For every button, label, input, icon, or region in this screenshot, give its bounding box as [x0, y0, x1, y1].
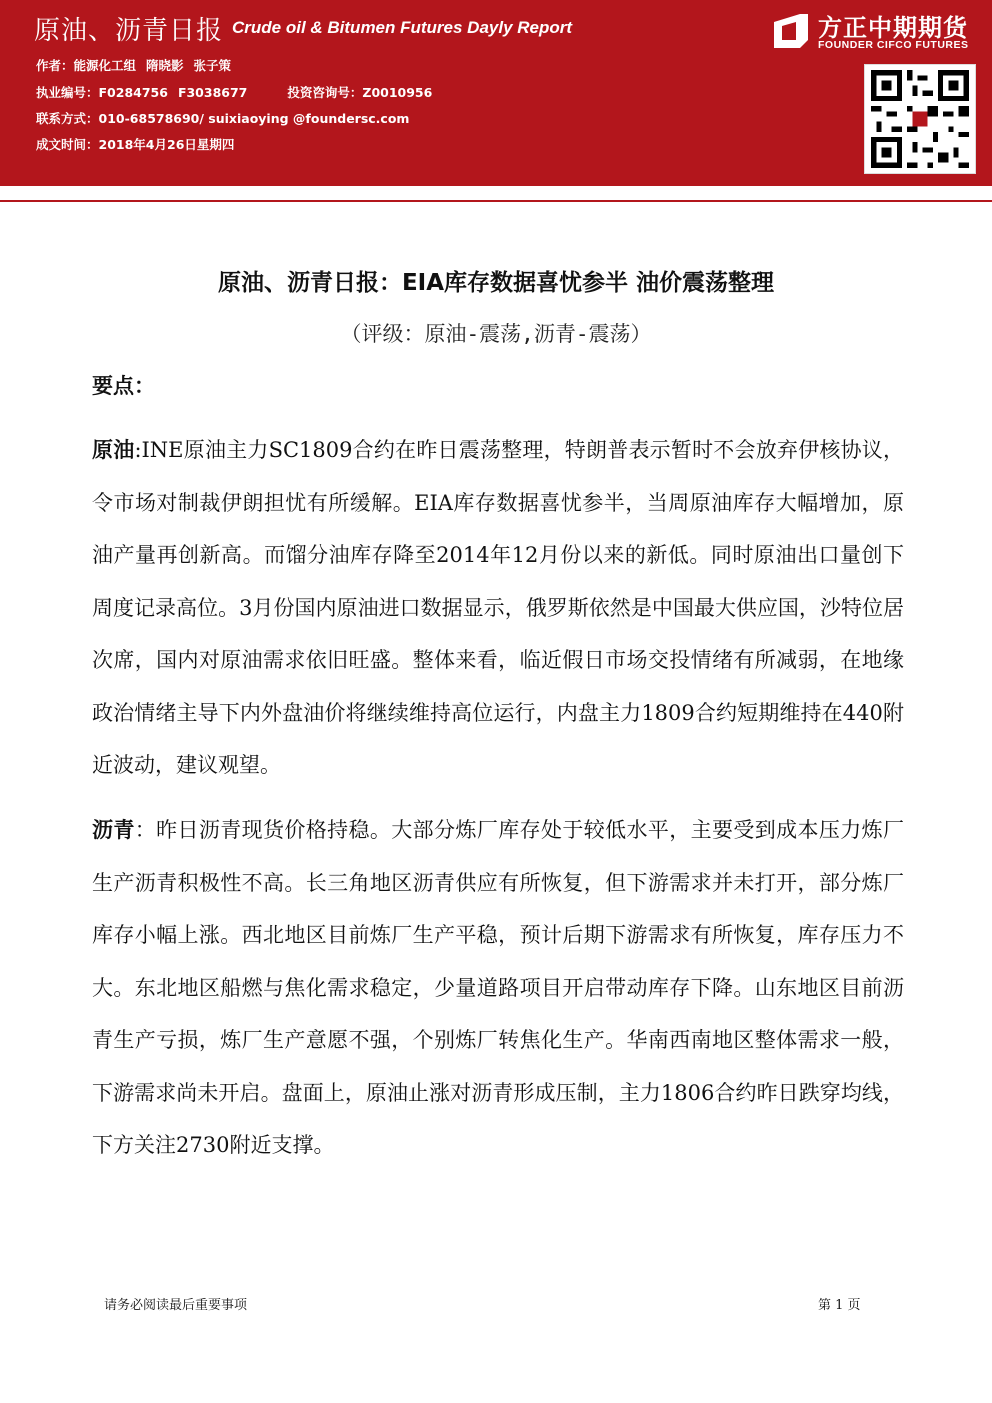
founder-logo-icon — [772, 12, 810, 50]
crude-lead: 原油 — [92, 438, 135, 462]
contact-line — [36, 109, 409, 127]
bitumen-lead: 沥青 — [92, 818, 135, 842]
logo-name-cn: 方正中期期货 — [818, 14, 968, 42]
crude-text: :INE原油主力SC1809合约在昨日震荡整理，特朗普表示暂时不会放弃伊核协议，令市场对制裁伊朗担忧有所缓解。EIA库存数据喜忧参半，当周原油库存大幅增加，原油产量再创新高。而馏分油库存降至2014年12月份以来的新低。同时原油出口量创下周度记录高位。3月份国内原油进口数据显示，俄罗斯依然是中国最大供应国，沙特位居次席，国内对原油需求依旧旺盛。整体来看，临近假日市场交投情绪有所减弱，在地缘政治情绪主导下内外盘油价将继续维持高位运行，内盘主力1809合约短期维持在440附近波动，建议观望。 — [92, 438, 904, 777]
header-divider — [0, 186, 992, 202]
document-rating: （评级：原油-震荡,沥青-震荡） — [340, 322, 652, 346]
report-subtitle: Crude oil & Bitumen Futures Dayly Report — [232, 18, 573, 37]
date-label: 成文时间： — [36, 137, 99, 152]
license-2: F3038677 — [177, 85, 248, 100]
page-number: 第 1 页 — [818, 1298, 861, 1313]
consult-label: 投资咨询号： — [287, 85, 363, 100]
crude-paragraph — [92, 424, 904, 792]
document-title: 原油、沥青日报：EIA库存数据喜忧参半 油价震荡整理 — [217, 270, 775, 296]
contact-value[interactable]: 010-68578690/ suixiaoying @foundersc.com — [98, 111, 410, 126]
license-1: F0284756 — [98, 85, 168, 100]
author-1: 隋晓影 — [146, 58, 184, 73]
report-header — [0, 0, 992, 186]
author-line — [36, 56, 231, 74]
contact-label: 联系方式： — [36, 111, 99, 126]
license-line — [36, 83, 432, 101]
report-title: 原油、沥青日报 — [34, 16, 224, 46]
license-label: 执业编号： — [36, 85, 99, 100]
author-2: 张子策 — [193, 58, 232, 73]
date-value: 2018年4月26日星期四 — [98, 137, 235, 152]
date-line — [36, 135, 234, 153]
author-group: 能源化工组 — [73, 58, 137, 73]
bitumen-paragraph — [92, 804, 904, 1172]
consult-no: Z0010956 — [362, 85, 433, 100]
company-logo — [772, 8, 982, 56]
bitumen-text: ：昨日沥青现货价格持稳。大部分炼厂库存处于较低水平，主要受到成本压力炼厂生产沥青积极性不高。长三角地区沥青供应有所恢复，但下游需求并未打开，部分炼厂库存小幅上涨。西北地区目前炼厂生产平稳，预计后期下游需求有所恢复，库存压力不大。东北地区船燃与焦化需求稳定，少量道路项目开启带动库存下降。山东地区目前沥青生产亏损，炼厂生产意愿不强，个别炼厂转焦化生产。华南西南地区整体需求一般，下游需求尚未开启。盘面上，原油止涨对沥青形成压制，主力1806合约昨日跌穿均线，下方关注2730附近支撑。 — [92, 818, 905, 1157]
keypoints-heading: 要点： — [92, 374, 155, 398]
qr-code-icon — [864, 64, 976, 174]
author-label: 作者： — [36, 58, 74, 73]
footer-notice: 请务必阅读最后重要事项 — [104, 1298, 248, 1313]
logo-name-en: FOUNDER CIFCO FUTURES — [818, 39, 969, 51]
